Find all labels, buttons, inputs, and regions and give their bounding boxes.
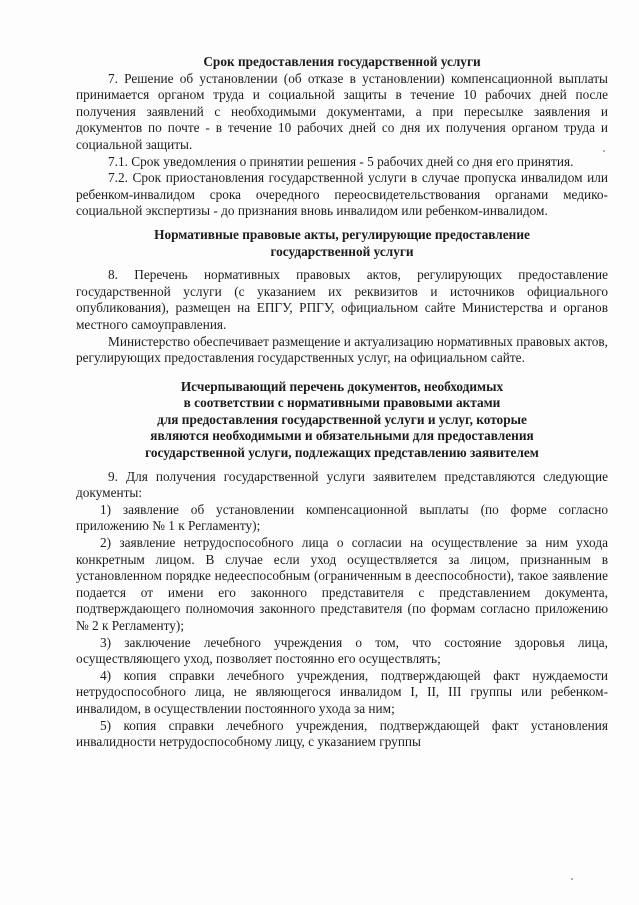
heading-service-term: Срок предоставления государственной услуги <box>203 54 481 69</box>
paragraph-7-1: 7.1. Срок уведомления о принятии решения - 5 рабочих дней со дня его принятия. <box>108 153 574 169</box>
scan-speck <box>571 878 573 880</box>
list-item: 4) копия справки лечебного учреждения, подтверждающей факт нуждаемости нетрудоспособного лица, не являющегося инвалидом I, II, III группы или ребенком-инвалидом, в осуществлении постоянного ухода за ним; <box>76 667 608 716</box>
paragraph-ministry: Министерство обеспечивает размещение и актуализацию нормативных правовых актов, регулирующих предоставления государственных услуг, на официальном сайте. <box>76 333 608 366</box>
list-item: 3) заключение лечебного учреждения о том, что состояние здоровья лица, осуществляющего уход, позволяет постоянно его осуществлять; <box>76 634 608 667</box>
document-body <box>76 54 608 751</box>
heading-legal-acts-line2: государственной услуги <box>270 243 414 259</box>
section-spacer <box>76 260 608 267</box>
paragraph-9: 9. Для получения государственной услуги заявителем представляются следующие документы: <box>76 468 608 501</box>
heading-document-list-line3: для предоставления государственной услуги и услуг, которые <box>157 411 527 427</box>
list-item: 5) копия справки лечебного учреждения, подтверждающей факт установления инвалидности нетрудоспособному лицу, с указанием группы <box>76 717 608 750</box>
section-spacer <box>76 462 608 469</box>
heading-document-list-line2: в соответствии с нормативными правовыми актами <box>183 395 501 411</box>
heading-document-list-line1: Исчерпывающий перечень документов, необходимых <box>180 378 504 394</box>
paragraph-7: 7. Решение об установлении (об отказе в установлении) компенсационной выплаты принимается органом труда и социальной защиты в течение 10 рабочих дней после получения заявлений с необходимыми документами, а при пересылке заявления и документов по почте - в течение 10 рабочих дней со дня их получения органом труда и социальной защиты. <box>76 70 608 152</box>
section-spacer <box>76 367 608 379</box>
heading-legal-acts-line1: Нормативные правовые акты, регулирующие предоставление <box>154 226 530 242</box>
heading-document-list-line5: государственной услуги, подлежащих представлению заявителем <box>145 445 539 461</box>
heading-document-list <box>70 379 614 462</box>
list-item: 2) заявление нетрудоспособного лица о согласии на осуществление за ним ухода конкретным лицом. В случае если уход осуществляется за лицом, признанным в установленном порядке недееспособным (ограниченным в дееспособности), такое заявление подается от имени его законного представителя с представлением документа, подтверждающего полномочия законного представителя (по формам согласно приложению № 2 к Регламенту); <box>76 535 608 633</box>
heading-document-list-line4: являются необходимыми и обязательными для предоставления <box>150 428 534 444</box>
scan-speck <box>603 150 605 152</box>
section-spacer <box>76 220 608 227</box>
paragraph-8: 8. Перечень нормативных правовых актов, регулирующих предоставление государственной услуги (с указанием их реквизитов и источников официального опубликования), размещен на ЕПГУ, РПГУ, официальном сайте Министерства и органов местного самоуправления. <box>76 267 608 332</box>
paragraph-7-2: 7.2. Срок приостановления государственной услуги в случае пропуска инвалидом или ребенком-инвалидом срока очередного переосвидетельствования органами медико-социальной экспертизы - до признания вновь инвалидом или ребенком-инвалидом. <box>76 170 608 219</box>
list-item: 1) заявление об установлении компенсационной выплаты (по форме согласно приложению № 1 к Регламенту); <box>76 501 608 534</box>
heading-legal-acts <box>76 227 608 260</box>
